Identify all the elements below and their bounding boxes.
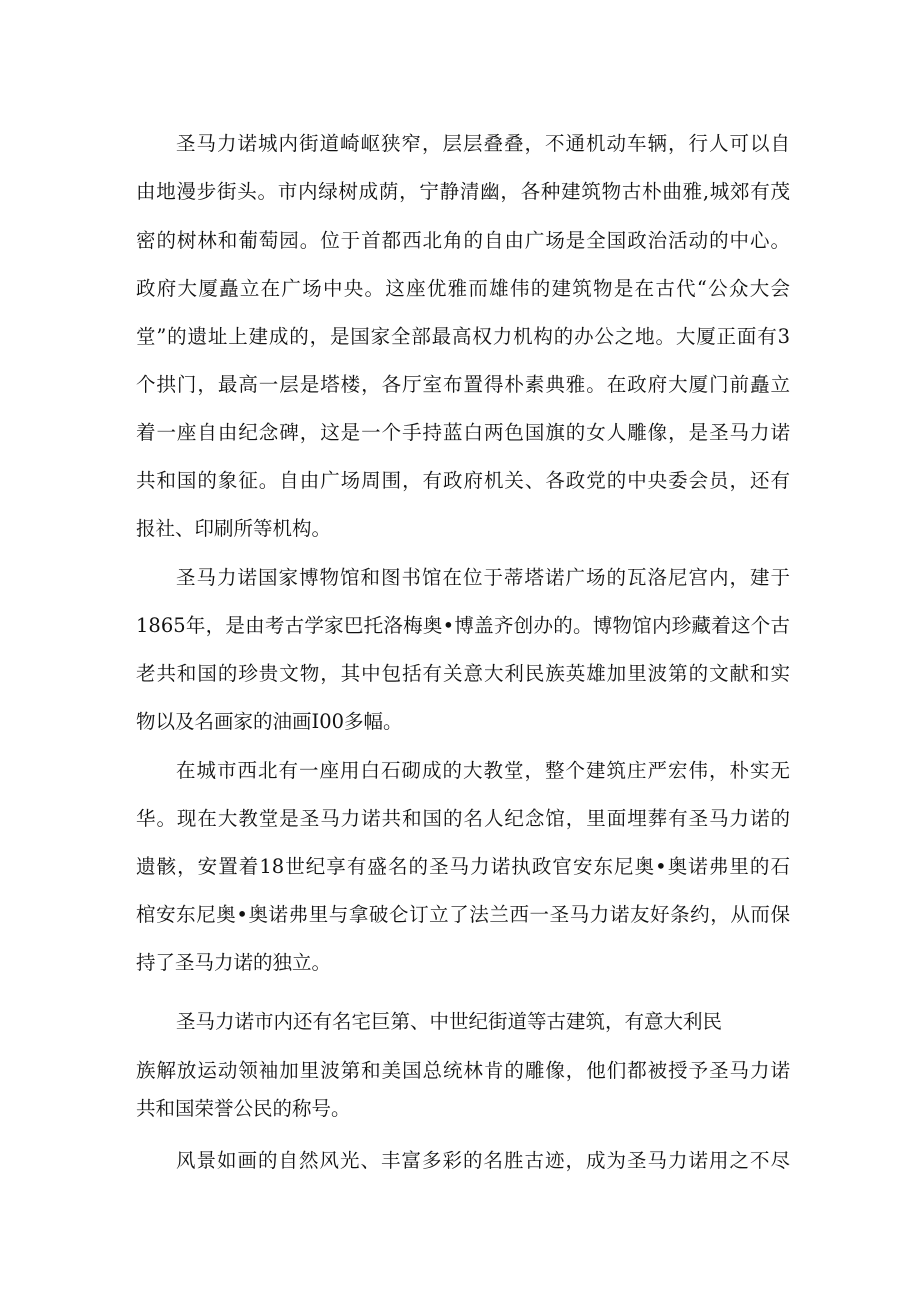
paragraph-4-line-2: 族解放运动领袖加里波第和美国总统林肯的雕像，他们都被授予圣马力诺 (136, 1059, 790, 1082)
paragraph-3-line-2: 华。现在大教堂是圣马力诺共和国的名人纪念馆，里面埋葬有圣马力诺的 (136, 807, 790, 830)
paragraph-2-line-3: 老共和国的珍贵文物，其中包括有关意大利民族英雄加里波第的文献和实 (136, 662, 790, 685)
paragraph-3-line-4: 棺安东尼奥•奥诺弗里与拿破仑订立了法兰西一圣马力诺友好条约，从而保 (136, 903, 790, 926)
paragraph-1-line-3: 密的树林和葡萄园。位于首都西北角的自由广场是全国政治活动的中心。 (136, 229, 790, 252)
paragraph-1-line-1: 圣马力诺城内街道崎岖狭窄，层层叠叠，不通机动车辆，行人可以自 (176, 132, 790, 155)
paragraph-1-line-5: 堂”的遗址上建成的，是国家全部最高权力机构的办公之地。大厦正面有3 (136, 325, 790, 348)
paragraph-5-line-1: 风景如画的自然风光、丰富多彩的名胜古迹，成为圣马力诺用之不尽 (176, 1149, 790, 1172)
paragraph-1-line-2: 由地漫步街头。市内绿树成荫，宁静清幽，各种建筑物古朴曲雅,城郊有茂 (136, 180, 790, 203)
paragraph-3-line-1: 在城市西北有一座用白石砌成的大教堂，整个建筑庄严宏伟，朴实无 (176, 759, 790, 782)
paragraph-1-line-7: 着一座自由纪念碑，这是一个手持蓝白两色国旗的女人雕像，是圣马力诺 (136, 421, 790, 444)
paragraph-1-line-4: 政府大厦矗立在广场中央。这座优雅而雄伟的建筑物是在古代“公众大会 (136, 277, 790, 300)
paragraph-3-line-5: 持了圣马力诺的独立。 (136, 951, 332, 974)
paragraph-4-line-3: 共和国荣誉公民的称号。 (136, 1097, 351, 1120)
paragraph-2-line-2: 1865年，是由考古学家巴托洛梅奥•博盖齐创办的。博物馆内珍藏着这个古 (136, 614, 790, 637)
paragraph-4-line-1: 圣马力诺市内还有名宅巨第、中世纪街道等古建筑，有意大利民 (176, 1010, 723, 1033)
paragraph-1-line-8: 共和国的象征。自由广场周围，有政府机关、各政党的中央委会员，还有 (136, 469, 790, 492)
paragraph-2-line-4: 物以及名画家的油画I00多幅。 (136, 710, 403, 733)
paragraph-3-line-3: 遗骸，安置着18世纪享有盛名的圣马力诺执政官安东尼奥•奥诺弗里的石 (136, 855, 790, 878)
paragraph-1-line-9: 报社、印刷所等机构。 (136, 517, 332, 540)
paragraph-1-line-6: 个拱门，最高一层是塔楼，各厅室布置得朴素典雅。在政府大厦门前矗立 (136, 373, 790, 396)
paragraph-2-line-1: 圣马力诺国家博物馆和图书馆在位于蒂塔诺广场的瓦洛尼宫内，建于 (176, 566, 790, 589)
